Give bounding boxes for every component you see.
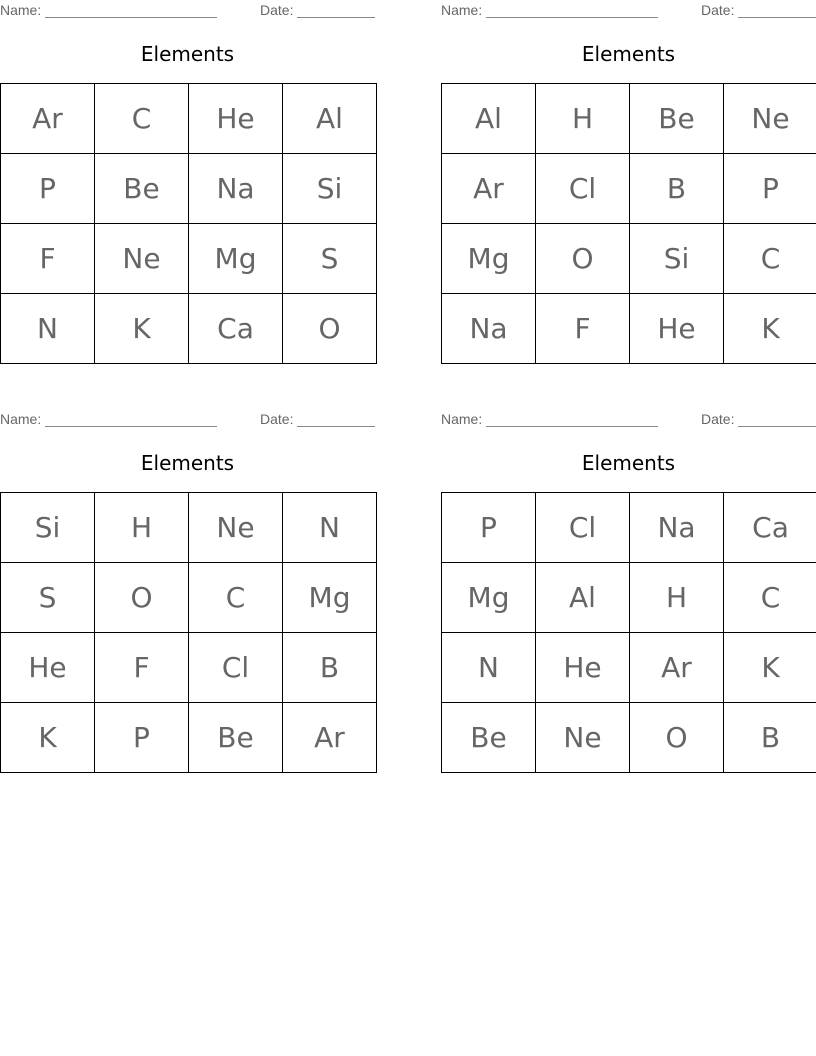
element-cell: F <box>536 294 630 364</box>
card-title: Elements <box>140 451 235 475</box>
element-cell: N <box>283 493 377 563</box>
element-cell: Na <box>442 294 536 364</box>
element-cell: He <box>1 633 95 703</box>
name-blank-line <box>486 2 658 18</box>
bingo-card <box>441 0 816 364</box>
name-date-line <box>441 2 816 20</box>
grid-row <box>1 154 377 224</box>
name-blank-line <box>486 411 658 427</box>
element-cell: Mg <box>189 224 283 294</box>
date-blank-line <box>738 2 816 18</box>
element-cell: He <box>189 84 283 154</box>
element-cell: H <box>630 563 724 633</box>
grid-row <box>1 563 377 633</box>
bingo-card <box>441 409 816 773</box>
element-cell: O <box>630 703 724 773</box>
date-blank-line <box>297 2 375 18</box>
name-label: Name: <box>0 2 42 18</box>
element-cell: Ne <box>536 703 630 773</box>
grid-row <box>442 563 816 633</box>
element-cell: Ar <box>1 84 95 154</box>
name-date-line <box>0 2 375 20</box>
element-cell: O <box>536 224 630 294</box>
bingo-grid <box>0 492 377 773</box>
element-cell: Ar <box>442 154 536 224</box>
element-cell: C <box>95 84 189 154</box>
name-label: Name: <box>0 411 42 427</box>
element-cell: Al <box>283 84 377 154</box>
element-cell: He <box>536 633 630 703</box>
element-cell: H <box>95 493 189 563</box>
bingo-grid <box>441 492 816 773</box>
element-cell: B <box>630 154 724 224</box>
element-cell: Cl <box>536 493 630 563</box>
element-cell: Mg <box>442 563 536 633</box>
bingo-grid <box>0 83 377 364</box>
grid-row <box>1 224 377 294</box>
grid-row <box>442 224 816 294</box>
name-date-line <box>0 411 375 429</box>
element-cell: H <box>536 84 630 154</box>
element-cell: Be <box>442 703 536 773</box>
element-cell: Mg <box>283 563 377 633</box>
grid-row <box>442 493 816 563</box>
date-blank-line <box>738 411 816 427</box>
element-cell: O <box>283 294 377 364</box>
date-label: Date: <box>701 411 735 427</box>
grid-row <box>1 294 377 364</box>
name-label: Name: <box>441 411 483 427</box>
grid-row <box>442 703 816 773</box>
element-cell: P <box>442 493 536 563</box>
element-cell: Ne <box>724 84 816 154</box>
element-cell: F <box>95 633 189 703</box>
element-cell: Be <box>630 84 724 154</box>
name-blank-line <box>45 2 217 18</box>
element-cell: C <box>189 563 283 633</box>
element-cell: K <box>1 703 95 773</box>
element-cell: Be <box>95 154 189 224</box>
element-cell: O <box>95 563 189 633</box>
card-title: Elements <box>581 42 676 66</box>
grid-row <box>1 493 377 563</box>
element-cell: Si <box>630 224 724 294</box>
element-cell: Cl <box>189 633 283 703</box>
card-title: Elements <box>581 451 676 475</box>
element-cell: B <box>283 633 377 703</box>
element-cell: C <box>724 563 816 633</box>
element-cell: Al <box>442 84 536 154</box>
date-blank-line <box>297 411 375 427</box>
grid-row <box>442 154 816 224</box>
bingo-card <box>0 0 375 364</box>
element-cell: Ne <box>95 224 189 294</box>
date-label: Date: <box>260 411 294 427</box>
grid-row <box>442 84 816 154</box>
bingo-card <box>0 409 375 773</box>
element-cell: Be <box>189 703 283 773</box>
grid-row <box>442 633 816 703</box>
name-blank-line <box>45 411 217 427</box>
element-cell: Cl <box>536 154 630 224</box>
element-cell: Mg <box>442 224 536 294</box>
element-cell: K <box>95 294 189 364</box>
element-cell: K <box>724 633 816 703</box>
grid-row <box>1 633 377 703</box>
element-cell: He <box>630 294 724 364</box>
element-cell: S <box>1 563 95 633</box>
element-cell: N <box>442 633 536 703</box>
element-cell: P <box>724 154 816 224</box>
element-cell: Si <box>1 493 95 563</box>
element-cell: Ca <box>189 294 283 364</box>
element-cell: Ne <box>189 493 283 563</box>
element-cell: P <box>95 703 189 773</box>
element-cell: Na <box>630 493 724 563</box>
card-title: Elements <box>140 42 235 66</box>
element-cell: Na <box>189 154 283 224</box>
element-cell: F <box>1 224 95 294</box>
grid-row <box>442 294 816 364</box>
element-cell: C <box>724 224 816 294</box>
element-cell: S <box>283 224 377 294</box>
element-cell: K <box>724 294 816 364</box>
element-cell: Ca <box>724 493 816 563</box>
element-cell: N <box>1 294 95 364</box>
element-cell: Ar <box>630 633 724 703</box>
grid-row <box>1 84 377 154</box>
bingo-grid <box>441 83 816 364</box>
name-date-line <box>441 411 816 429</box>
date-label: Date: <box>701 2 735 18</box>
element-cell: B <box>724 703 816 773</box>
date-label: Date: <box>260 2 294 18</box>
element-cell: Si <box>283 154 377 224</box>
name-label: Name: <box>441 2 483 18</box>
element-cell: Ar <box>283 703 377 773</box>
element-cell: Al <box>536 563 630 633</box>
element-cell: P <box>1 154 95 224</box>
grid-row <box>1 703 377 773</box>
